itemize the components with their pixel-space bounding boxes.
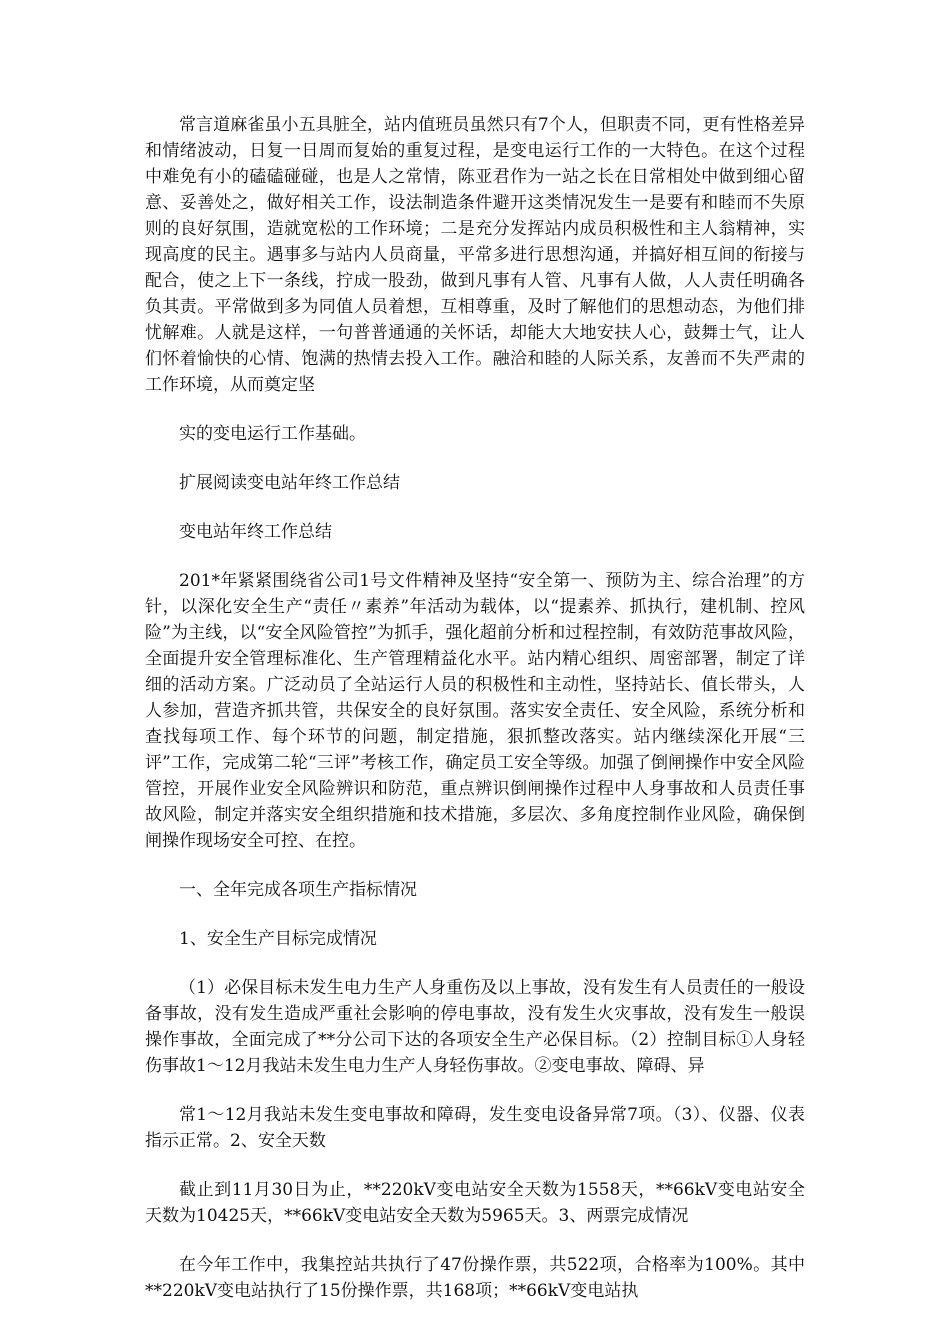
section-title: 变电站年终工作总结 [179, 522, 332, 542]
heading-annual-indicators: 一、全年完成各项生产指标情况 [179, 880, 417, 900]
paragraph-safety-goals: （1）必保目标未发生电力生产人身重伤及以上事故，没有发生有人员责任的一般设备事故，没有发生造成严重社会影响的停电事故，没有发生火灾事故，没有发生一般误操作事故，全面完成了**分公司下达的各项安全生产必保目标。（2）控制目标①人身轻伤事故1～12月我站未发生电力生产人身轻伤事故。②变电事故、障碍、异 [145, 978, 805, 1076]
heading-safety-goals: 1、安全生产目标完成情况 [179, 929, 377, 949]
document-body [145, 112, 805, 1327]
paragraph-safety-days: 截止到11月30日为止，**220kV变电站安全天数为1558天，**66kV变电站安全天数为10425天，**66kV变电站安全天数为5965天。3、两票完成情况 [145, 1180, 805, 1226]
paragraph-team-harmony: 常言道麻雀虽小五具脏全，站内值班员虽然只有7个人，但职责不同，更有性格差异和情绪波动，日复一日周而复始的重复过程，是变电运行工作的一大特色。在这个过程中难免有小的磕磕碰碰，也是人之常情，陈亚君作为一站之长在日常相处中做到细心留意、妥善处之，做好相关工作，设法制造条件避开这类情况发生一是要有和睦而不失原则的良好氛围，造就宽松的工作环境；二是充分发挥站内成员积极性和主人翁精神，实现高度的民主。遇事多与站内人员商量，平常多进行思想沟通，并搞好相互间的衔接与配合，使之上下一条线，拧成一股劲，做到凡事有人管、凡事有人做，人人责任明确各负其责。平常做到多为同值人员着想，互相尊重，及时了解他们的思想动态，为他们排忧解难。人就是这样，一句普普通通的关怀话，却能大大地安扶人心，鼓舞士气，让人们怀着愉快的心情、饱满的热情去投入工作。融洽和睦的人际关系，友善而不失严肃的工作环境，从而奠定坚 [145, 115, 805, 395]
paragraph-abnormal-events: 常1～12月我站未发生变电事故和障碍，发生变电设备异常7项。（3）、仪器、仪表指示正常。2、安全天数 [145, 1105, 805, 1151]
paragraph-operation-tickets: 在今年工作中，我集控站共执行了47份操作票，共522项，合格率为100%。其中**220kV变电站执行了15份操作票，共168项；**66kV变电站执 [145, 1255, 805, 1301]
paragraph-annual-safety: 201*年紧紧围绕省公司1号文件精神及坚持“安全第一、预防为主、综合治理”的方针，以深化安全生产“责任〃素养”年活动为载体，以“提素养、抓执行，建机制、控风险”为主线，以“安全风险管控”为抓手，强化超前分析和过程控制，有效防范事故风险，全面提升安全管理标准化、生产管理精益化水平。站内精心组织、周密部署，制定了详细的活动方案。广泛动员了全站运行人员的积极性和主动性，坚持站长、值长带头，人人参加，营造齐抓共管，共保安全的良好氛围。落实安全责任、安全风险，系统分析和查找每项工作、每个环节的问题，制定措施，狠抓整改落实。站内继续深化开展“三评”工作，完成第二轮“三评”考核工作，确定员工安全等级。加强了倒闸操作中安全风险管控，开展作业安全风险辨识和防范，重点辨识倒闸操作过程中人身事故和人员责任事故风险，制定并落实安全组织措施和技术措施，多层次、多角度控制作业风险，确保倒闸操作现场安全可控、在控。 [145, 571, 805, 851]
paragraph-extended-reading: 扩展阅读变电站年终工作总结 [179, 473, 400, 493]
paragraph-foundation: 实的变电运行工作基础。 [179, 424, 366, 444]
